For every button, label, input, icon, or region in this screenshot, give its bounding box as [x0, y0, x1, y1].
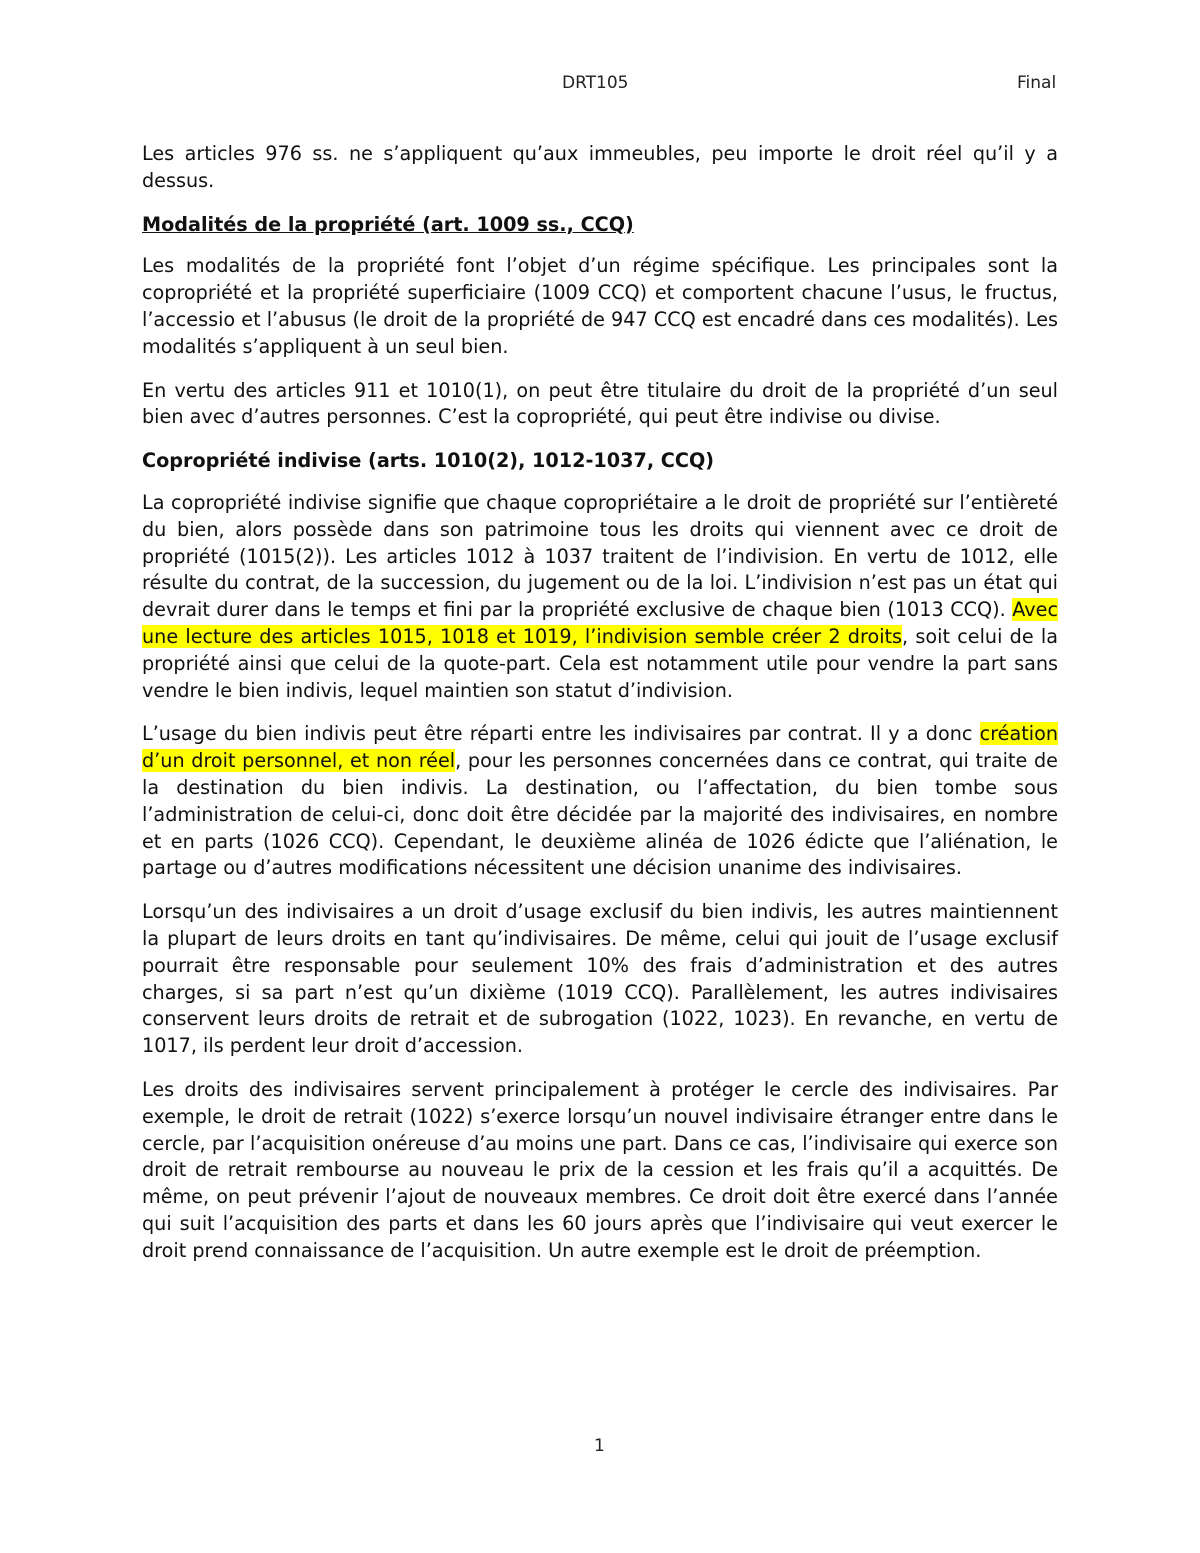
highlighted-text-2: création d’un droit personnel, et non réel — [142, 722, 1058, 773]
paragraph-4-part-a: La copropriété indivise signifie que chaque copropriétaire a le droit de propriété sur l’entièreté du bien, alors possède dans son patrimoine tous les droits qui viennent avec ce droit de propriété (1015(2)). Les articles 1012 à 1037 traitent de l’indivision. En vertu de 1012, elle résulte du contrat, de la succession, du jugement ou de la loi. L’indivision n’est pas un état qui devrait durer dans le temps et fini par la propriété exclusive de chaque bien (1013 CCQ). — [142, 490, 1058, 622]
paragraph-3: En vertu des articles 911 et 1010(1), on peut être titulaire du droit de la propriété d’un seul bien avec d’autres personnes. C’est la copropriété, qui peut être indivise ou divise. — [142, 378, 1058, 429]
document-body — [142, 141, 1058, 1281]
paragraph-1: Les articles 976 ss. ne s’appliquent qu’aux immeubles, peu importe le droit réel qu’il y a dessus. — [142, 142, 1058, 192]
header-label: Final — [1017, 73, 1057, 93]
header-course-code: DRT105 — [562, 73, 629, 93]
paragraph-2: Les modalités de la propriété font l’objet d’un régime spécifique. Les principales sont la copropriété et la propriété superficiaire (1009 CCQ) et comportent chacune l’usus, le fructus, l’accessio et l’abusus (le droit de la propriété de 947 CCQ est encadré dans ces modalités). Les modalités s’appliquent à un seul bien. — [142, 254, 1058, 358]
highlighted-text-1: Avec une lecture des articles 1015, 1018 et 1019, l’indivision semble créer 2 droits — [142, 598, 1058, 648]
paragraph-5 — [142, 721, 1058, 882]
paragraph-4-part-b: , soit celui de la propriété ainsi que celui de la quote-part. Cela est notamment utile pour vendre la part sans vendre le bien indivis, lequel maintien son statut d’indivision. — [142, 624, 1058, 702]
section-heading-modalites-text: Modalités de la propriété (art. 1009 ss., CCQ) — [142, 212, 634, 236]
page-number: 1 — [594, 1436, 605, 1456]
paragraph-5-part-a: L’usage du bien indivis peut être réparti entre les indivisaires par contrat. Il y a donc — [142, 722, 980, 746]
paragraph-5-part-b: , pour les personnes concernées dans ce contrat, qui traite de la destination du bien indivis. La destination, ou l’affectation, du bien tombe sous l’administration de celui-ci, donc doit être décidée par la majorité des indivisaires, en nombre et en parts (1026 CCQ). Cependant, le deuxième alinéa de 1026 édicte que l’aliénation, le partage ou d’autres modifications nécessitent une décision unanime des indivisaires. — [142, 749, 1058, 880]
paragraph-4 — [142, 490, 1058, 704]
paragraph-6: Lorsqu’un des indivisaires a un droit d’usage exclusif du bien indivis, les autres maintiennent la plupart de leurs droits en tant qu’indivisaires. De même, celui qui jouit de l’usage exclusif pourrait être responsable pour seulement 10% des frais d’administration et des autres charges, si sa part n’est qu’un dixième (1019 CCQ). Parallèlement, les autres indivisaires conservent leurs droits de retrait et de subrogation (1022, 1023). En revanche, en vertu de 1017, ils perdent leur droit d’accession. — [142, 900, 1058, 1058]
section-heading-copropriete: Copropriété indivise (arts. 1010(2), 1012-1037, CCQ) — [142, 449, 715, 473]
paragraph-7: Les droits des indivisaires servent principalement à protéger le cercle des indivisaires. Par exemple, le droit de retrait (1022) s’exerce lorsqu’un nouvel indivisaire étranger entre dans le cercle, par l’acquisition onéreuse d’au moins une part. Dans ce cas, l’indivisaire qui exerce son droit de retrait rembourse au nouveau le prix de la cession et les frais qu’il a acquittés. De même, on peut prévenir l’ajout de nouveaux membres. Ce droit doit être exercé dans l’année qui suit l’acquisition des parts et dans les 60 jours après que l’indivisaire qui veut exercer le droit prend connaissance de l’acquisition. Un autre exemple est le droit de préemption. — [142, 1077, 1058, 1262]
section-heading-modalites — [142, 212, 1058, 239]
